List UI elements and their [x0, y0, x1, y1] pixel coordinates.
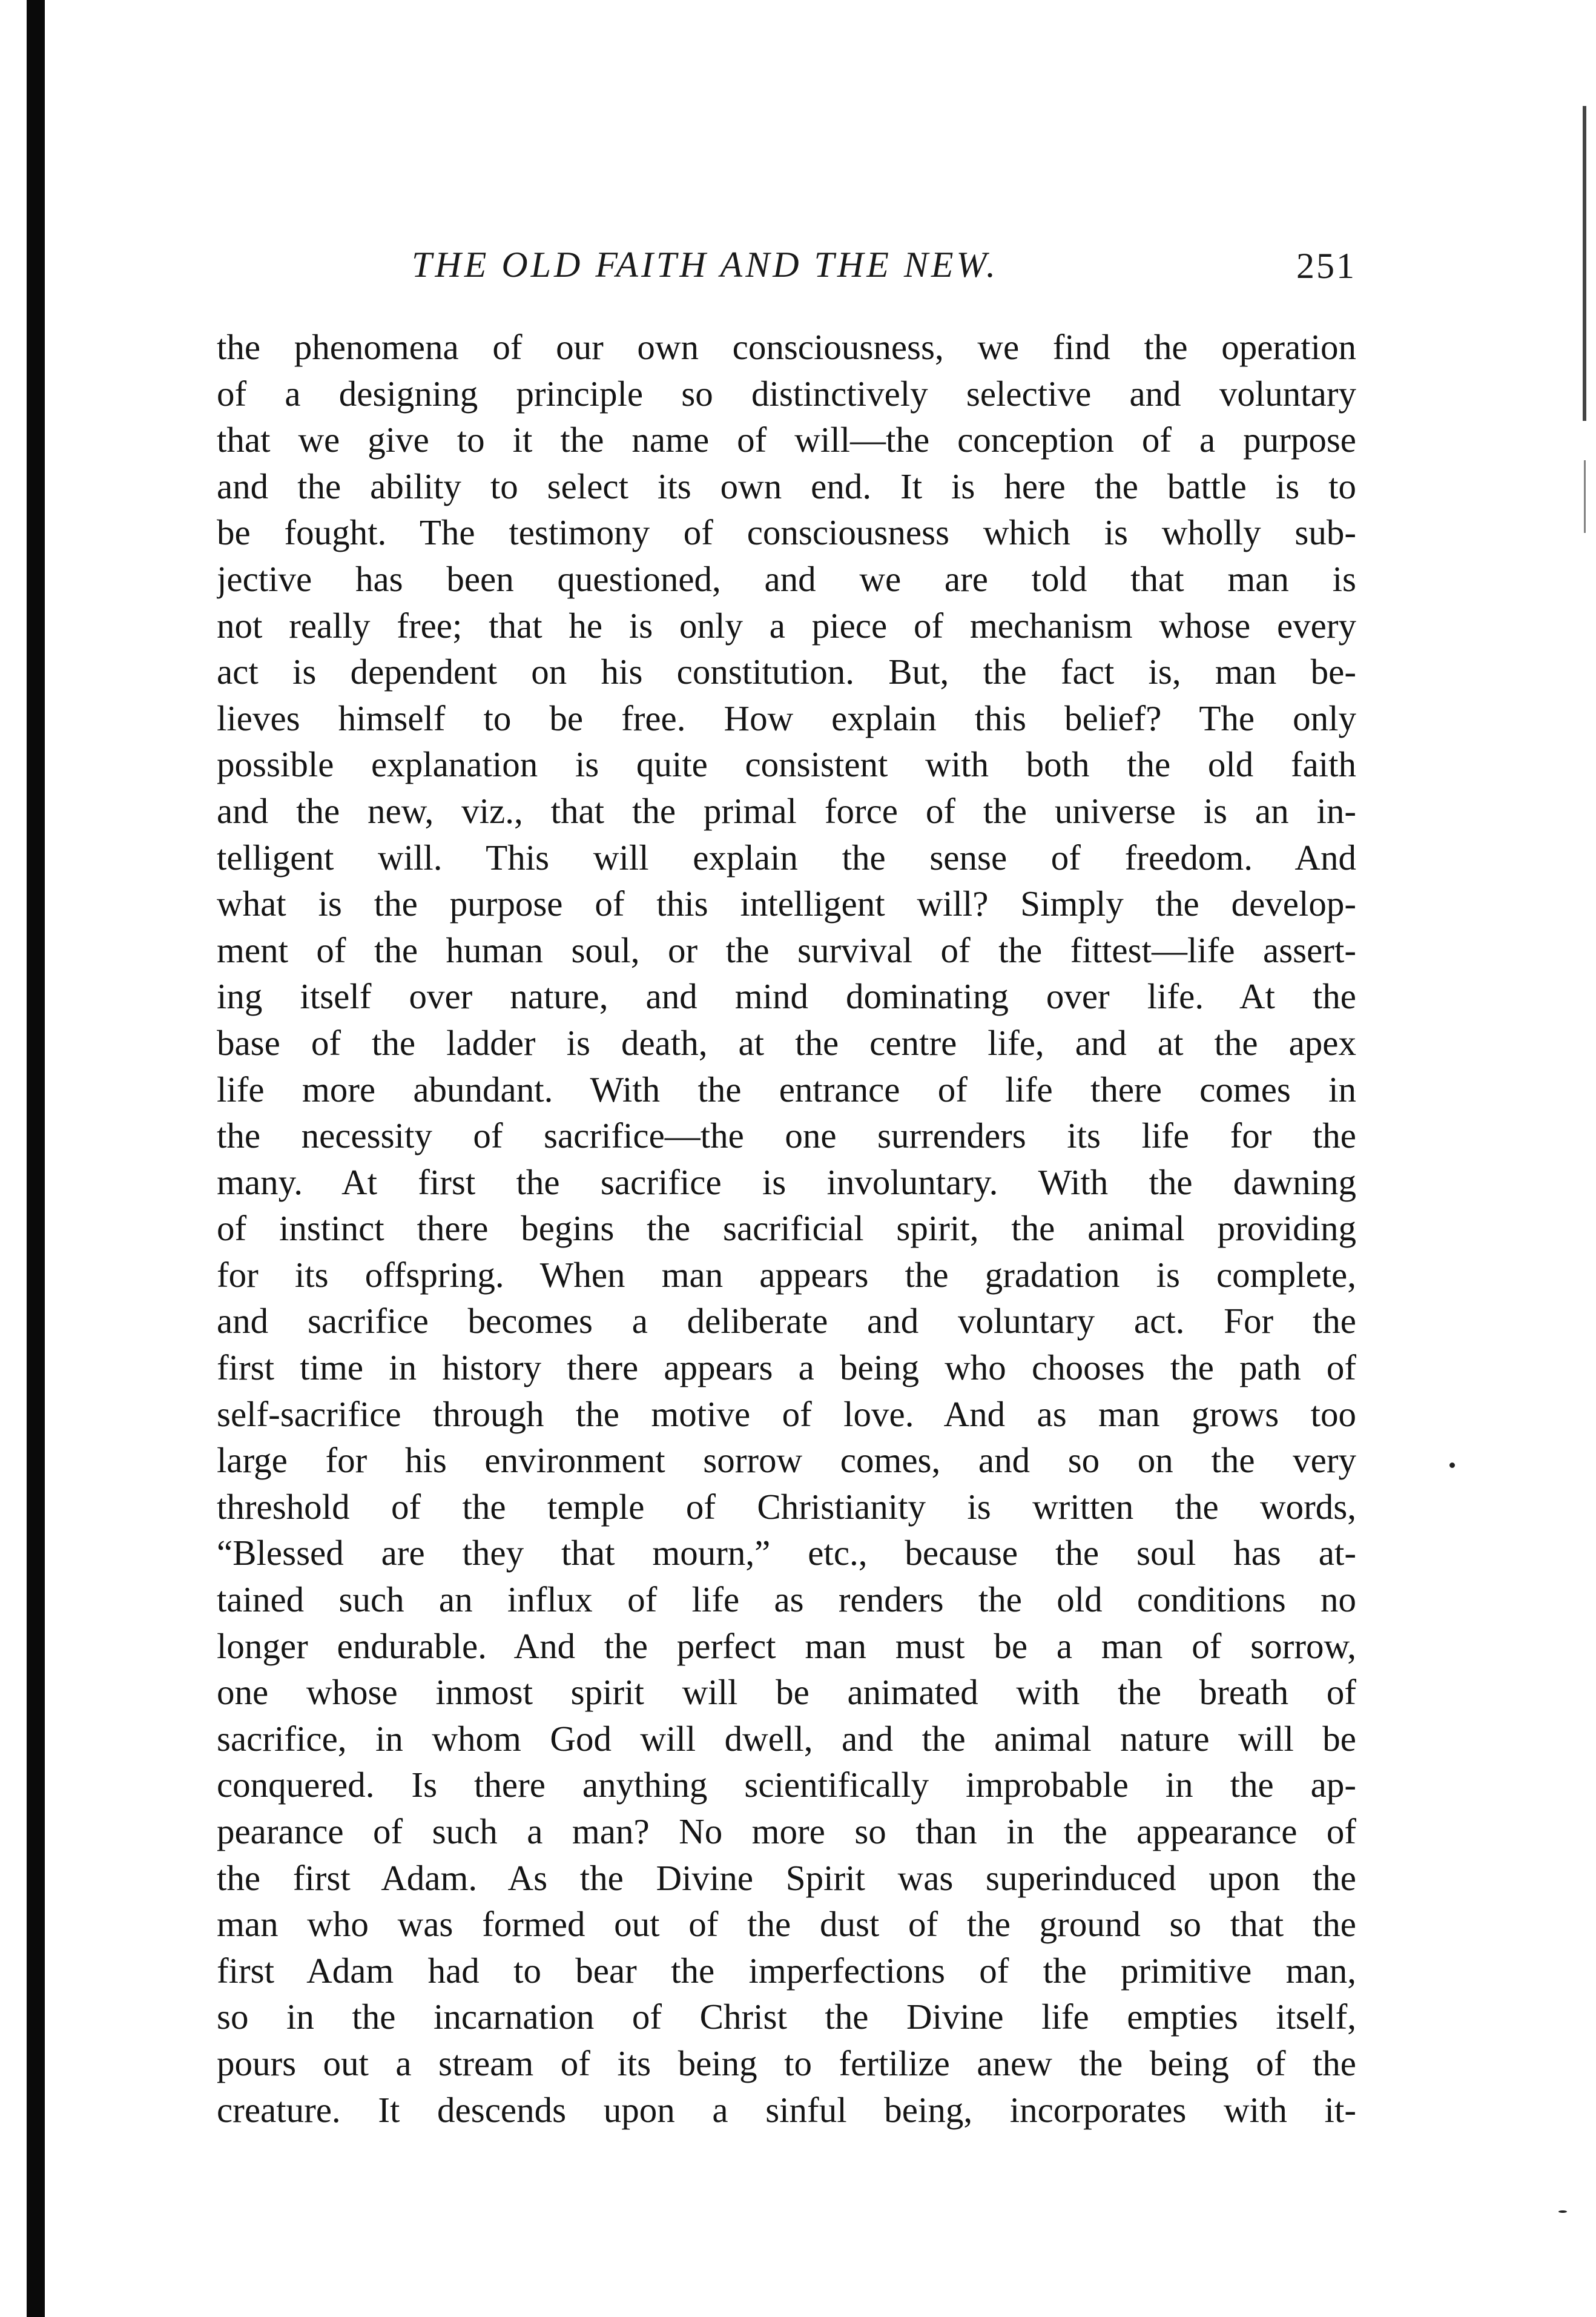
text-line: and the new, viz., that the primal force of the universe is an in- [217, 790, 1356, 831]
text-line: what is the purpose of this intelligent will? Simply the develop- [217, 884, 1356, 924]
text-line: and the ability to select its own end. It is here the battle is to [217, 466, 1356, 506]
text-line: self-sacrifice through the motive of love. And as man grows too [217, 1393, 1356, 1434]
text-line: the phenomena of our own consciousness, we find the operation [217, 327, 1356, 367]
running-head [218, 239, 1423, 294]
text-line: conquered. Is there anything scientifically improbable in the ap- [217, 1765, 1356, 1805]
text-line: life more abundant. With the entrance of life there comes in [217, 1069, 1356, 1109]
text-line: that we give to it the name of will—the conception of a purpose [217, 420, 1356, 460]
page-number: 251 [1296, 246, 1356, 286]
scan-speck [1449, 1463, 1455, 1468]
text-line: of a designing principle so distinctively selective and voluntary [217, 373, 1356, 414]
text-line: for its offspring. When man appears the gradation is complete, [217, 1254, 1356, 1295]
text-line: longer endurable. And the perfect man must be a man of sorrow, [217, 1625, 1356, 1666]
text-line: pearance of such a man? No more so than in the appearance of [217, 1811, 1356, 1851]
text-line: tained such an influx of life as renders the old conditions no [217, 1579, 1356, 1620]
text-line: not really free; that he is only a piece of mechanism whose every [217, 605, 1356, 646]
text-line: first Adam had to bear the imperfections of the primitive man, [217, 1950, 1356, 1991]
text-line: base of the ladder is death, at the centre life, and at the apex [217, 1022, 1356, 1063]
text-line: the first Adam. As the Divine Spirit was superinduced upon the [217, 1857, 1356, 1898]
text-line: large for his environment sorrow comes, and so on the very [217, 1440, 1356, 1481]
text-line: be fought. The testimony of consciousness which is wholly sub- [217, 512, 1356, 553]
text-line: so in the incarnation of Christ the Divine life empties itself, [217, 1997, 1356, 2037]
text-line: first time in history there appears a being who chooses the path of [217, 1347, 1356, 1388]
text-line: creature. It descends upon a sinful being, incorporates with it- [217, 2089, 1356, 2130]
scan-right-edge [1583, 106, 1586, 421]
text-line: the necessity of sacrifice—the one surrenders its life for the [217, 1116, 1356, 1156]
body-text [217, 324, 1356, 2133]
text-line: sacrifice, in whom God will dwell, and the animal nature will be [217, 1718, 1356, 1759]
text-line: possible explanation is quite consistent with both the old faith [217, 744, 1356, 785]
text-line: act is dependent on his constitution. But, the fact is, man be- [217, 652, 1356, 692]
text-line: telligent will. This will explain the sense of freedom. And [217, 837, 1356, 878]
text-line: threshold of the temple of Christianity is written the words, [217, 1486, 1356, 1527]
text-line: lieves himself to be free. How explain this belief? The only [217, 698, 1356, 738]
running-title: THE OLD FAITH AND THE NEW. [412, 245, 999, 285]
scan-speck [1558, 2210, 1567, 2213]
text-line: man who was formed out of the dust of the ground so that the [217, 1904, 1356, 1945]
text-line: one whose inmost spirit will be animated with the breath of [217, 1672, 1356, 1713]
text-line: jective has been questioned, and we are told that man is [217, 558, 1356, 599]
scan-right-edge-mark [1584, 460, 1586, 533]
text-line: “Blessed are they that mourn,” etc., because the soul has at- [217, 1533, 1356, 1573]
text-line: ment of the human soul, or the survival of the fittest—life assert- [217, 930, 1356, 970]
text-line: and sacrifice becomes a deliberate and voluntary act. For the [217, 1301, 1356, 1341]
scan-binding-edge [27, 0, 45, 2317]
text-line: pours out a stream of its being to fertilize anew the being of the [217, 2043, 1356, 2083]
text-line: ing itself over nature, and mind dominating over life. At the [217, 976, 1356, 1017]
text-line: many. At first the sacrifice is involuntary. With the dawning [217, 1162, 1356, 1202]
text-line: of instinct there begins the sacrificial spirit, the animal providing [217, 1208, 1356, 1249]
